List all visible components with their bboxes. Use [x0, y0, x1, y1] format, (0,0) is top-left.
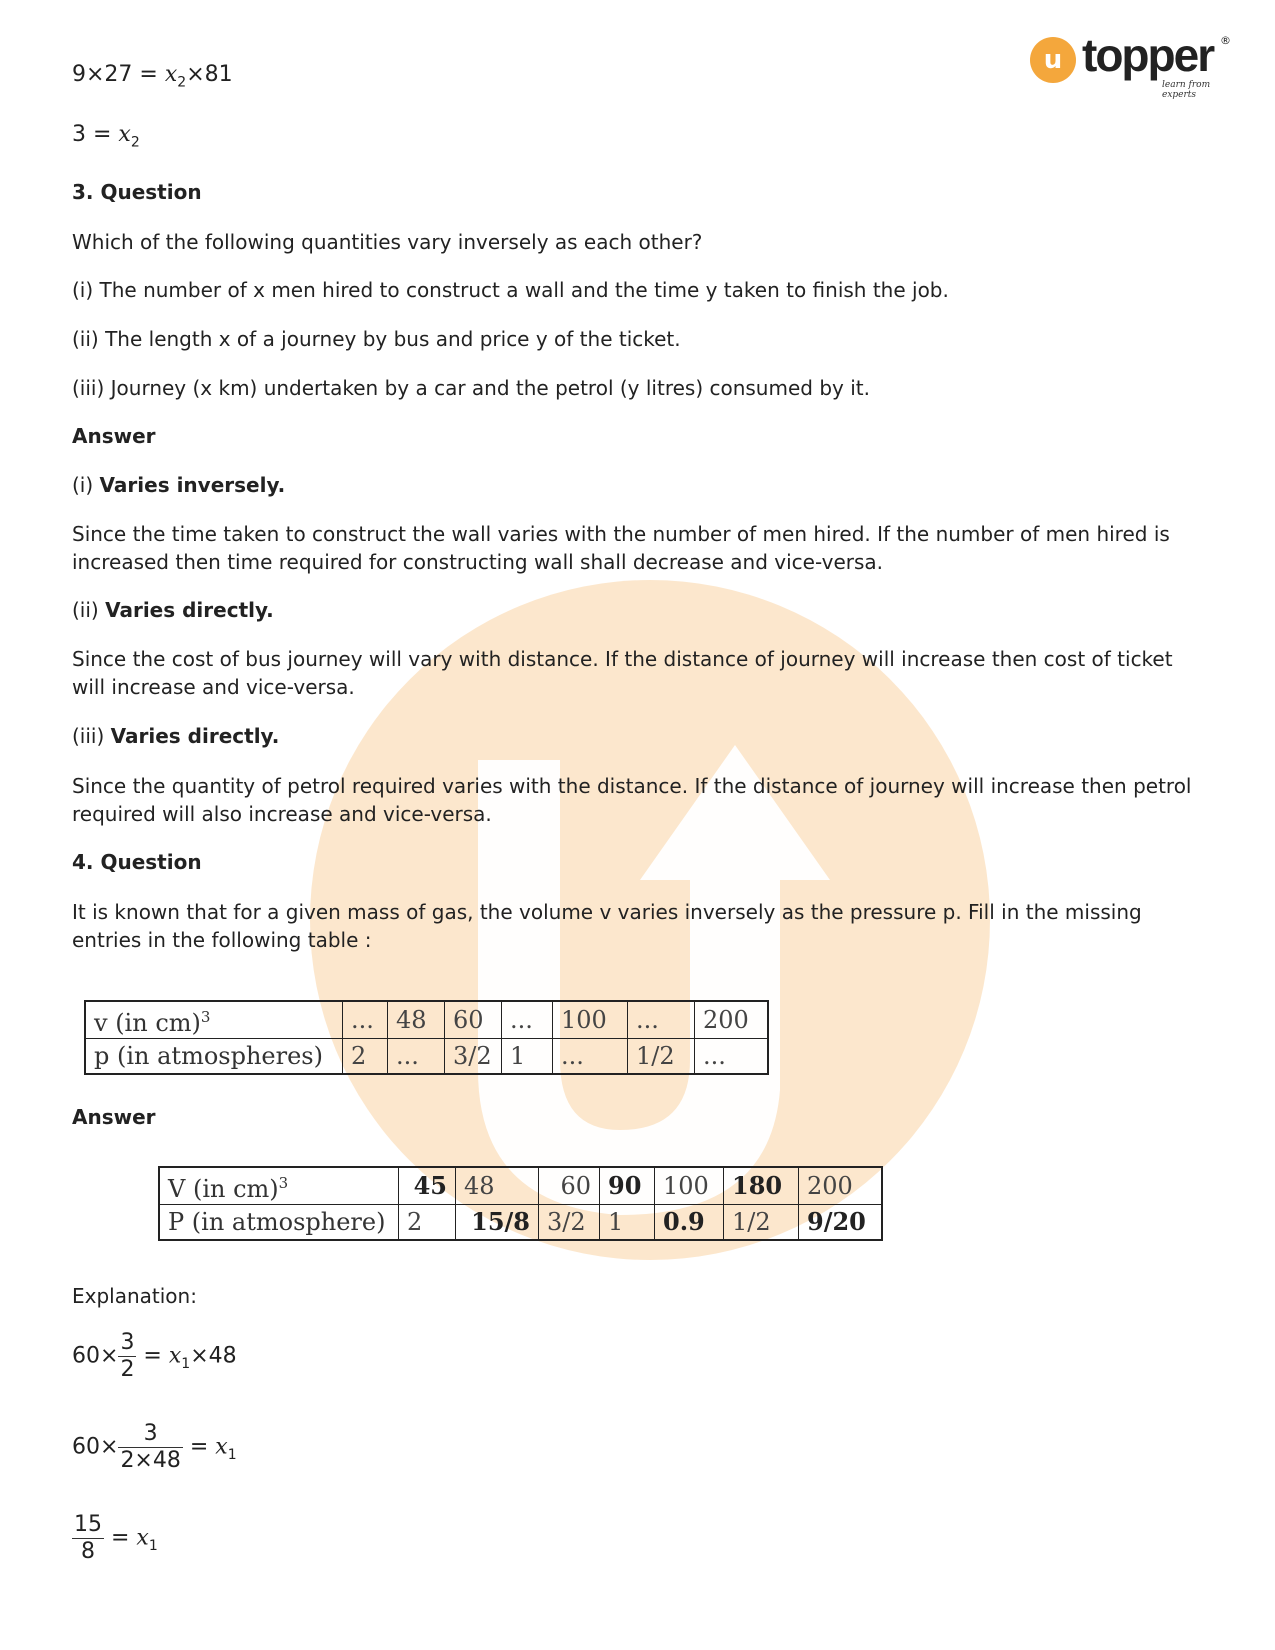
answer-table — [158, 1166, 883, 1241]
answer-1-verdict: (i) Varies inversely. — [72, 473, 286, 497]
question-4-heading: 4. Question — [72, 850, 202, 874]
equation-line-2: $3 = x_2$ — [72, 122, 140, 151]
table-row — [85, 1001, 768, 1039]
table-cell: 48 — [388, 1001, 445, 1039]
table-cell: 15/8 — [456, 1205, 539, 1241]
row-label: P (in atmosphere) — [159, 1205, 399, 1241]
explanation-equation-1: 60× $\frac{3}{2}$ = $x_1\times 48$ — [72, 1330, 237, 1382]
table-cell: 45 — [399, 1167, 456, 1205]
table-cell: 9/20 — [799, 1205, 883, 1241]
question-4-answer-heading: Answer — [72, 1105, 156, 1129]
question-3-option-1: (i) The number of x men hired to construct a wall and the time y taken to finish the job. — [72, 278, 949, 302]
answer-1-explanation: Since the time taken to construct the wall varies with the number of men hired. If the number of men hired is increased then time required for constructing wall shall decrease and vice-versa. — [72, 522, 1170, 574]
table-cell: 200 — [695, 1001, 769, 1039]
table-cell: 3/2 — [539, 1205, 600, 1241]
question-3-option-2: (ii) The length x of a journey by bus and price y of the ticket. — [72, 327, 681, 351]
row-label: p (in atmospheres) — [85, 1039, 343, 1075]
question-3-heading: 3. Question — [72, 180, 202, 204]
answer-2-explanation: Since the cost of bus journey will vary with distance. If the distance of journey will increase then cost of ticket will increase and vice-versa. — [72, 647, 1173, 699]
table-cell: 2 — [343, 1039, 388, 1075]
equation-line-1: $9\times 27 = x_2\times 81$ — [72, 62, 233, 91]
explanation-label: Explanation: — [72, 1284, 197, 1308]
question-table — [84, 1000, 769, 1075]
logo-name: topper — [1082, 29, 1214, 81]
table-cell: ... — [343, 1001, 388, 1039]
table-cell: 1 — [502, 1039, 553, 1075]
table-cell: ... — [388, 1039, 445, 1075]
table-cell: ... — [695, 1039, 769, 1075]
answer-3-explanation: Since the quantity of petrol required varies with the distance. If the distance of journey will increase then petrol required will also increase and vice-versa. — [72, 774, 1192, 826]
table-cell: ... — [628, 1001, 695, 1039]
table-cell: 200 — [799, 1167, 883, 1205]
row-label: V (in cm)$^3$ — [159, 1167, 399, 1205]
question-4-prompt: It is known that for a given mass of gas, the volume v varies inversely as the pressure p. Fill in the missing entries in the following table : — [72, 900, 1142, 952]
table-cell: 90 — [600, 1167, 655, 1205]
row-label: v (in cm)$^3$ — [85, 1001, 343, 1039]
table-cell: 60 — [445, 1001, 502, 1039]
table-cell: 3/2 — [445, 1039, 502, 1075]
question-3-prompt: Which of the following quantities vary inversely as each other? — [72, 230, 703, 254]
table-cell: 2 — [399, 1205, 456, 1241]
table-row — [85, 1039, 768, 1075]
table-cell: 1/2 — [628, 1039, 695, 1075]
table-cell: 48 — [456, 1167, 539, 1205]
topper-logo — [1030, 29, 1240, 100]
table-cell: 1/2 — [724, 1205, 799, 1241]
table-cell: 1 — [600, 1205, 655, 1241]
answer-heading: Answer — [72, 424, 156, 448]
registered-mark: ® — [1220, 34, 1231, 47]
table-cell: 60 — [539, 1167, 600, 1205]
answer-2-verdict: (ii) Varies directly. — [72, 598, 274, 622]
explanation-equation-3: $\frac{15}{8}$ = $x_1$ — [74, 1512, 158, 1564]
logo-tagline: learn from experts — [1162, 80, 1211, 100]
table-row — [159, 1205, 882, 1241]
table-cell: ... — [502, 1001, 553, 1039]
logo-mark: u — [1030, 37, 1076, 83]
table-cell: 180 — [724, 1167, 799, 1205]
table-row — [159, 1167, 882, 1205]
table-cell: ... — [553, 1039, 628, 1075]
table-cell: 100 — [655, 1167, 724, 1205]
explanation-equation-2: 60× $\frac{3}{2\times 48}$ = $x_1$ — [72, 1421, 237, 1473]
question-3-option-3: (iii) Journey (x km) undertaken by a car and the petrol (y litres) consumed by it. — [72, 376, 870, 400]
answer-3-verdict: (iii) Varies directly. — [72, 724, 280, 748]
table-cell: 0.9 — [655, 1205, 724, 1241]
table-cell: 100 — [553, 1001, 628, 1039]
